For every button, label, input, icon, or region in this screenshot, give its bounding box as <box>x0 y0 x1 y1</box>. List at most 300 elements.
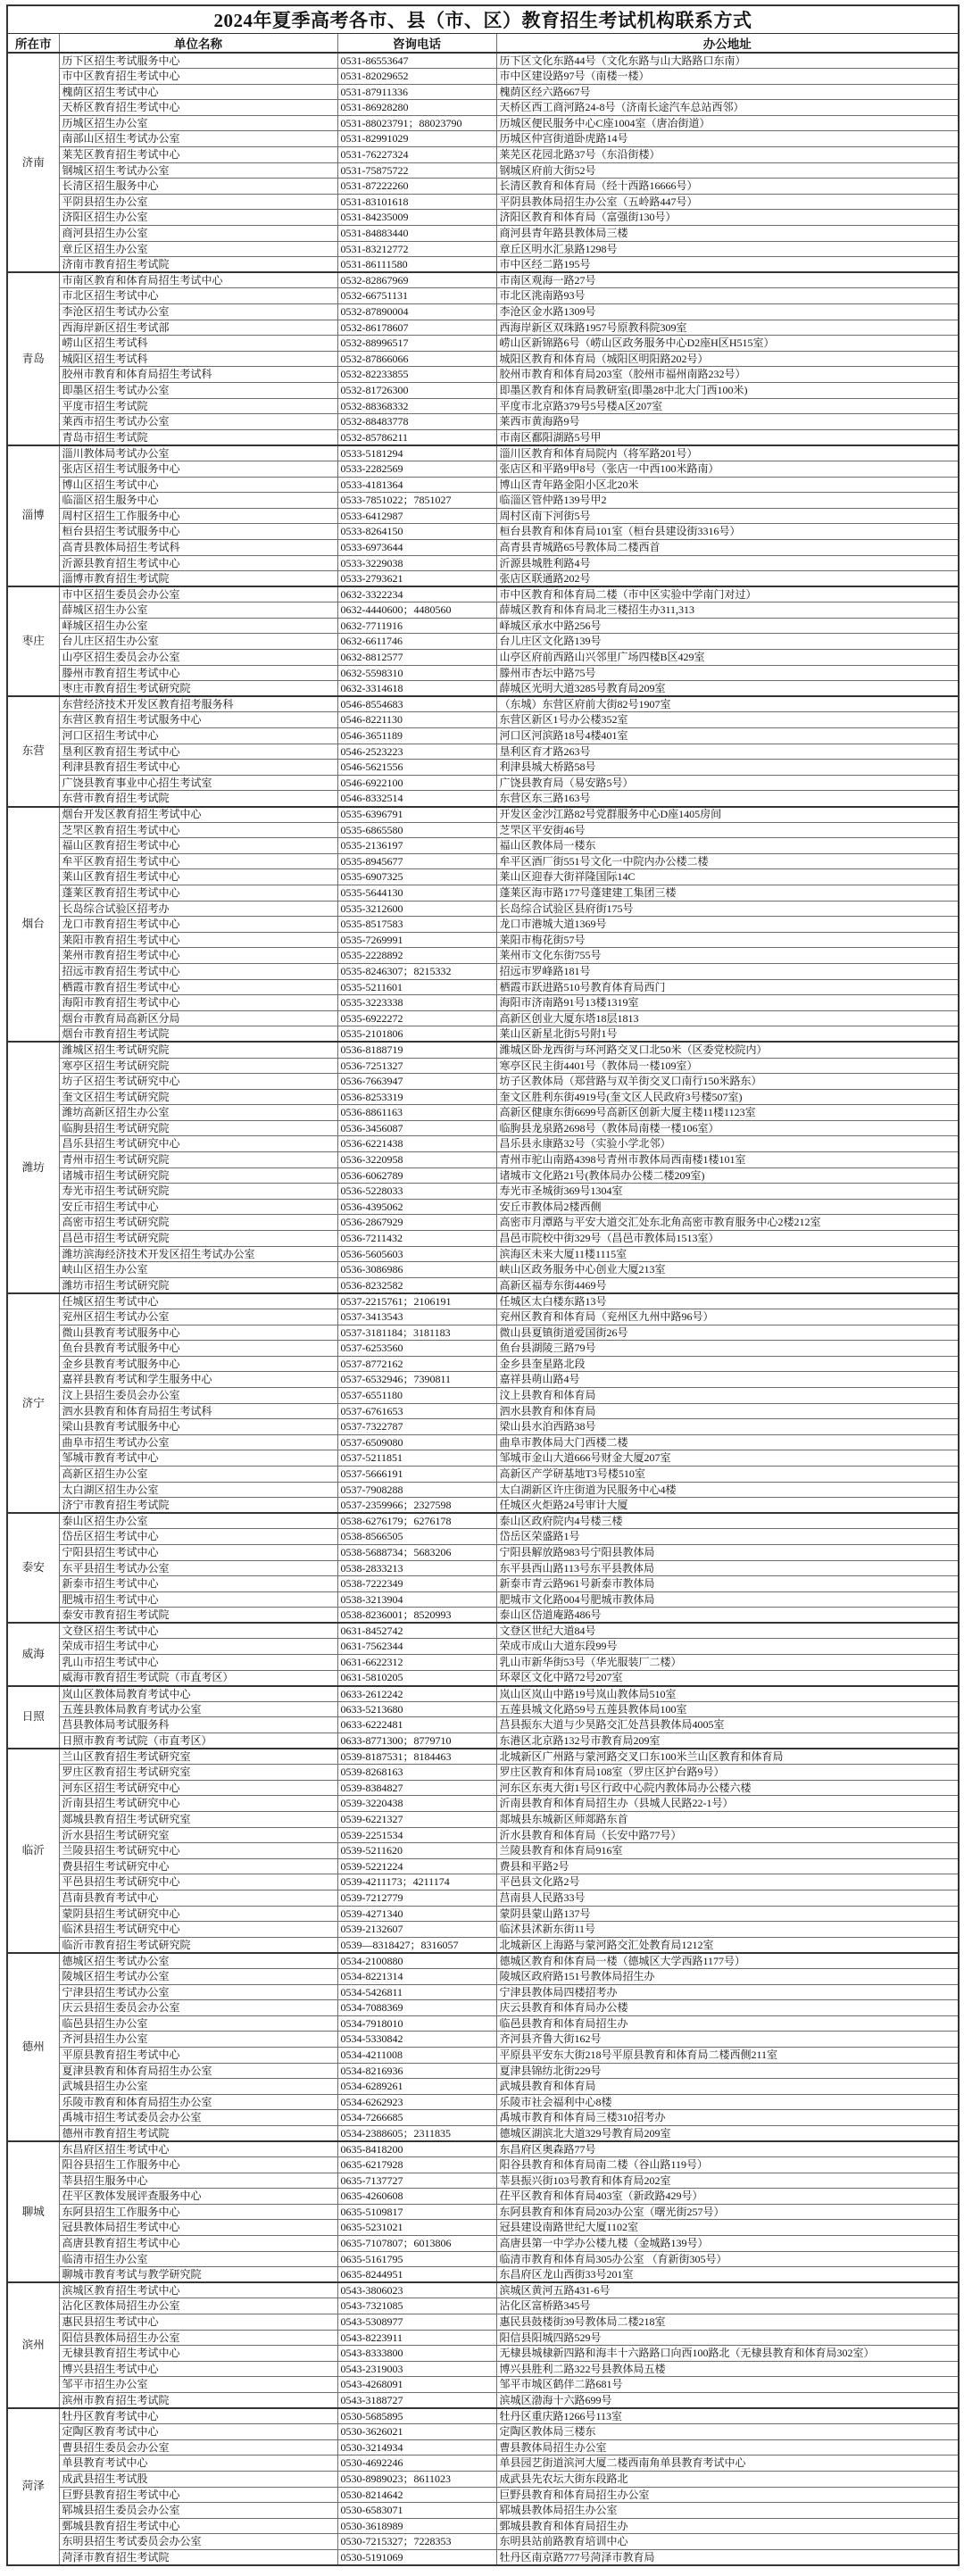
phone-cell: 0535-6865580 <box>337 822 496 838</box>
address-cell: 河东区东夷大街1号区行政中心院内教体局办公楼六楼 <box>496 1780 959 1796</box>
unit-name-cell: 安丘市招生考试中心 <box>59 1199 337 1215</box>
unit-name-cell: 潍坊高新区招生办公室 <box>59 1105 337 1121</box>
address-cell: 即墨区教育和体育局教研室(即墨28中北大门西100米) <box>496 382 959 398</box>
table-row <box>7 2282 959 2298</box>
phone-cell: 0534-2388605；2311835 <box>337 2125 496 2141</box>
unit-name-cell: 成武县招生考试股 <box>59 2471 337 2487</box>
table-row <box>7 1262 959 1278</box>
address-cell: 莘县振兴街103号教育和体育局202室 <box>496 2173 959 2189</box>
phone-cell: 0534-2100880 <box>337 1953 496 1969</box>
table-row <box>7 53 959 69</box>
phone-cell: 0533-5181294 <box>337 445 496 461</box>
unit-name-cell: 莱芜区教育招生考试中心 <box>59 147 337 163</box>
table-row <box>7 807 959 823</box>
phone-cell: 0539-8187531；8184463 <box>337 1749 496 1765</box>
table-row <box>7 1341 959 1357</box>
unit-name-cell: 无棣县教育招生考试中心 <box>59 2346 337 2362</box>
table-row <box>7 367 959 383</box>
table-row <box>7 1623 959 1639</box>
table-row <box>7 2204 959 2220</box>
phone-cell: 0536-7663947 <box>337 1074 496 1090</box>
address-cell: 寿光市圣城街369号1304室 <box>496 1184 959 1200</box>
address-cell: 德城区湖滨北大道329号教育局209室 <box>496 2125 959 2141</box>
address-cell: 章丘区明水汇泉路1298号 <box>496 241 959 257</box>
address-cell: 张店区和平路9甲8号（张店一中西100米路南） <box>496 461 959 477</box>
table-row <box>7 1168 959 1184</box>
address-cell: 长岛综合试验区县府街175号 <box>496 901 959 917</box>
phone-cell: 0543-3188727 <box>337 2392 496 2408</box>
table-row <box>7 1199 959 1215</box>
table-row <box>7 1387 959 1403</box>
phone-cell: 0536-5228033 <box>337 1184 496 1200</box>
address-cell: 荣成市成山大道东段99号 <box>496 1639 959 1655</box>
phone-cell: 0543-2319003 <box>337 2361 496 2377</box>
table-row <box>7 1403 959 1419</box>
address-cell: 任城区太白楼东路13号 <box>496 1293 959 1309</box>
address-cell: 东阿县教育和体育局203办公室（曙光街257号） <box>496 2204 959 2220</box>
table-row <box>7 1780 959 1796</box>
phone-cell: 0537-2359966；2327598 <box>337 1498 496 1514</box>
table-row <box>7 304 959 320</box>
unit-name-cell: 武城县招生办公室 <box>59 2079 337 2095</box>
address-cell: 文登区世纪大道84号 <box>496 1623 959 1639</box>
table-row <box>7 1293 959 1309</box>
unit-name-cell: 德城区招生考试办公室 <box>59 1953 337 1969</box>
city-cell: 威海 <box>7 1623 59 1685</box>
phone-cell: 0533-6973644 <box>337 539 496 555</box>
table-row <box>7 2141 959 2157</box>
table-row <box>7 1419 959 1435</box>
address-cell: 历城区便民服务中心C座1004室（唐冶街道） <box>496 115 959 131</box>
phone-cell: 0635-8244951 <box>337 2267 496 2283</box>
table-row <box>7 2157 959 2173</box>
phone-cell: 0539-6221327 <box>337 1812 496 1828</box>
city-cell: 济南 <box>7 53 59 272</box>
phone-cell: 0539-5221224 <box>337 1858 496 1874</box>
unit-name-cell: 东营区教育招生考试服务中心 <box>59 712 337 728</box>
city-group <box>7 1513 959 1623</box>
phone-cell: 0535-5644130 <box>337 885 496 901</box>
unit-name-cell: 兖州区招生考试办公室 <box>59 1309 337 1325</box>
table-row <box>7 2173 959 2189</box>
phone-cell: 0535-3212600 <box>337 901 496 917</box>
table-row <box>7 2314 959 2331</box>
address-cell: 历城区仲宫街道卧虎路14号 <box>496 131 959 147</box>
phone-cell: 0538-6276179；6276178 <box>337 1513 496 1529</box>
unit-name-cell: 东平县招生考试办公室 <box>59 1560 337 1576</box>
table-row <box>7 696 959 712</box>
address-cell: 沂水县教育和体育局（长安中路77号） <box>496 1827 959 1843</box>
unit-name-cell: 奎文区招生考试研究院 <box>59 1089 337 1105</box>
city-group <box>7 53 959 272</box>
table-row <box>7 508 959 524</box>
unit-name-cell: 临朐县招生考试研究院 <box>59 1120 337 1136</box>
address-cell: 环翠区文化中路72号207室 <box>496 1670 959 1686</box>
table-row <box>7 147 959 163</box>
address-cell: 齐河县齐鲁大街162号 <box>496 2032 959 2048</box>
address-cell: 市中区教育和体育局二楼（市中区实验中学南门对过） <box>496 586 959 602</box>
address-cell: 阳信县阳城四路529号 <box>496 2330 959 2346</box>
phone-cell: 0534-4211008 <box>337 2047 496 2063</box>
table-row <box>7 712 959 728</box>
address-cell: 曹县教体局招生办公室 <box>496 2439 959 2456</box>
table-row <box>7 1136 959 1152</box>
table-row <box>7 461 959 477</box>
unit-name-cell: 桓台县招生考试服务中心 <box>59 524 337 540</box>
unit-name-cell: 微山县教育考试服务中心 <box>59 1325 337 1341</box>
address-cell: 临邑县教育和体育局招生办 <box>496 2015 959 2032</box>
table-row <box>7 2251 959 2267</box>
table-row <box>7 2267 959 2283</box>
phone-cell: 0533-8264150 <box>337 524 496 540</box>
address-cell: 郓城县教体局招生办公室 <box>496 2503 959 2519</box>
phone-cell: 0536-3456087 <box>337 1120 496 1136</box>
unit-name-cell: 巨野县教育招生考试中心 <box>59 2487 337 2503</box>
phone-cell: 0536-3220958 <box>337 1152 496 1168</box>
address-cell: 兖州区教育和体育局（兖州区九州中路96号） <box>496 1309 959 1325</box>
unit-name-cell: 淄博市教育招生考试院 <box>59 571 337 587</box>
city-group <box>7 1293 959 1513</box>
address-cell: 长清区教育和体育局（经十西路16666号） <box>496 179 959 195</box>
unit-name-cell: 章丘区招生办公室 <box>59 241 337 257</box>
address-cell: 临朐县龙泉路2698号（教体局南楼一楼106室） <box>496 1120 959 1136</box>
phone-cell: 0635-5109817 <box>337 2204 496 2220</box>
column-header-unit: 单位名称 <box>59 34 337 54</box>
unit-name-cell: 阳信县教体局招生办公室 <box>59 2330 337 2346</box>
address-cell: 市中区建设路97号（南楼一楼） <box>496 69 959 85</box>
table-row <box>7 2549 959 2565</box>
phone-cell: 0631-7562344 <box>337 1639 496 1655</box>
address-cell: 芝罘区平安街46号 <box>496 822 959 838</box>
phone-cell: 0539-4211173；4211174 <box>337 1874 496 1890</box>
unit-name-cell: 单县教育考试中心 <box>59 2456 337 2472</box>
table-row <box>7 1591 959 1608</box>
table-row <box>7 1231 959 1247</box>
unit-name-cell: 广饶县教育事业中心招生考试室 <box>59 775 337 791</box>
phone-cell: 0531-82029652 <box>337 69 496 85</box>
phone-cell: 0536-8232582 <box>337 1277 496 1293</box>
address-cell: 青州市驼山南路4398号青州市教体局西南楼1楼101室 <box>496 1152 959 1168</box>
unit-name-cell: 临沭县招生考试研究中心 <box>59 1922 337 1938</box>
table-row <box>7 429 959 445</box>
address-cell: 北城新区上海路与蒙河路交汇处教育局1212室 <box>496 1937 959 1953</box>
address-cell: 陵城区政府路151号教体局招生办 <box>496 1968 959 1984</box>
table-row <box>7 2032 959 2048</box>
table-row <box>7 2408 959 2424</box>
address-cell: 李沧区金水路1309号 <box>496 304 959 320</box>
unit-name-cell: 泰山区招生办公室 <box>59 1513 337 1529</box>
unit-name-cell: 曹县招生委员会办公室 <box>59 2439 337 2456</box>
address-cell: 钢城区府前大街52号 <box>496 162 959 179</box>
city-group <box>7 1749 959 1953</box>
unit-name-cell: 聊城市教育考试与教学研究院 <box>59 2267 337 2283</box>
address-cell: 鱼台县湖陵三路79号 <box>496 1341 959 1357</box>
phone-cell: 0632-7711916 <box>337 618 496 634</box>
unit-name-cell: 龙口市教育招生考试中心 <box>59 917 337 933</box>
unit-name-cell: 蓬莱区教育招生考试中心 <box>59 885 337 901</box>
table-row <box>7 917 959 933</box>
phone-cell: 0635-8418200 <box>337 2141 496 2157</box>
phone-cell: 0531-86928280 <box>337 100 496 116</box>
address-cell: 新泰市青云路961号新泰市教体局 <box>496 1576 959 1592</box>
phone-cell: 0539-8384827 <box>337 1780 496 1796</box>
phone-cell: 0543-3806023 <box>337 2282 496 2298</box>
address-cell: 高唐县第一中学办公楼九楼（金城路139号） <box>496 2236 959 2252</box>
address-cell: 罗庄区教育和体育局108室（罗庄区护台路9号） <box>496 1765 959 1781</box>
table-row <box>7 493 959 509</box>
unit-name-cell: 招远市教育招生考试中心 <box>59 963 337 979</box>
city-cell: 菏泽 <box>7 2408 59 2565</box>
address-cell: 台儿庄区文化路139号 <box>496 634 959 650</box>
unit-name-cell: 乐陵市教育和体育局招生办公室 <box>59 2094 337 2110</box>
phone-cell: 0530-8214642 <box>337 2487 496 2503</box>
unit-name-cell: 海阳市教育招生考试中心 <box>59 995 337 1011</box>
unit-name-cell: 历下区招生考试服务中心 <box>59 53 337 69</box>
phone-cell: 0537-5211851 <box>337 1450 496 1467</box>
table-row <box>7 901 959 917</box>
address-cell: 蓬莱区海市路177号蓬建建工集团三楼 <box>496 885 959 901</box>
table-row <box>7 524 959 540</box>
table-row <box>7 1356 959 1372</box>
phone-cell: 0535-6922272 <box>337 1010 496 1026</box>
table-row <box>7 744 959 760</box>
unit-name-cell: 潍坊滨海经济技术开发区招生考试办公室 <box>59 1246 337 1262</box>
phone-cell: 0631-5810205 <box>337 1670 496 1686</box>
column-header-row <box>7 34 959 54</box>
unit-name-cell: 平邑县招生考试研究中心 <box>59 1874 337 1890</box>
unit-name-cell: 宁津县招生考试办公室 <box>59 1984 337 2000</box>
unit-name-cell: 临清市招生办公室 <box>59 2251 337 2267</box>
address-cell: 滕州市杏坛中路75号 <box>496 665 959 681</box>
unit-name-cell: 昌邑市招生考试研究院 <box>59 1231 337 1247</box>
table-row <box>7 1670 959 1686</box>
table-row <box>7 241 959 257</box>
address-cell: 平原县平安东大街218号平原县教育和体育局二楼西侧211室 <box>496 2047 959 2063</box>
phone-cell: 0635-5161795 <box>337 2251 496 2267</box>
unit-name-cell: 郯城县教育招生考试研究室 <box>59 1812 337 1828</box>
table-row <box>7 1372 959 1388</box>
phone-cell: 0532-88483778 <box>337 414 496 430</box>
title-row <box>7 5 959 34</box>
table-row <box>7 1152 959 1168</box>
unit-name-cell: 坊子区招生考试研究中心 <box>59 1074 337 1090</box>
unit-name-cell: 博山区招生考试中心 <box>59 477 337 493</box>
unit-name-cell: 泰安市教育招生考试院 <box>59 1608 337 1624</box>
phone-cell: 0532-88368332 <box>337 398 496 414</box>
address-cell: 西海岸新区双珠路1957号原教科院309室 <box>496 320 959 336</box>
phone-cell: 0531-84235009 <box>337 210 496 226</box>
phone-cell: 0546-3651189 <box>337 728 496 744</box>
table-row <box>7 1765 959 1781</box>
table-row <box>7 288 959 304</box>
table-row <box>7 210 959 226</box>
phone-cell: 0533-2282569 <box>337 461 496 477</box>
phone-cell: 0632-5598310 <box>337 665 496 681</box>
address-cell: 宁津县教体局四楼招考办 <box>496 1984 959 2000</box>
phone-cell: 0535-2136197 <box>337 838 496 854</box>
unit-name-cell: 胶州市教育和体育局招生考试科 <box>59 367 337 383</box>
table-row <box>7 1434 959 1450</box>
unit-name-cell: 青州市招生考试研究院 <box>59 1152 337 1168</box>
unit-name-cell: 长清区招生服务中心 <box>59 179 337 195</box>
phone-cell: 0531-83101618 <box>337 194 496 210</box>
unit-name-cell: 岚山区教体局教育考试中心 <box>59 1686 337 1702</box>
phone-cell: 0537-8772162 <box>337 1356 496 1372</box>
phone-cell: 0631-6622312 <box>337 1655 496 1671</box>
table-row <box>7 115 959 131</box>
city-cell: 日照 <box>7 1686 59 1749</box>
column-header-city: 所在市 <box>7 34 59 54</box>
unit-name-cell: 周村区招生工作服务中心 <box>59 508 337 524</box>
unit-name-cell: 滨州市教育招生考试院 <box>59 2392 337 2408</box>
address-cell: 崂山区新锦路6号（崂山区政务服务中心D2座H区H515室） <box>496 336 959 352</box>
phone-cell: 0531-83212772 <box>337 241 496 257</box>
table-row <box>7 885 959 901</box>
unit-name-cell: 滨城区教育招生考试中心 <box>59 2282 337 2298</box>
unit-name-cell: 肥城市招生考试中心 <box>59 1591 337 1608</box>
phone-cell: 0631-8452742 <box>337 1623 496 1639</box>
address-cell: 安丘市教体局2楼西侧 <box>496 1199 959 1215</box>
unit-name-cell: 槐荫区招生考试中心 <box>59 84 337 100</box>
phone-cell: 0633-6222481 <box>337 1717 496 1733</box>
phone-cell: 0543-8333800 <box>337 2346 496 2362</box>
unit-name-cell: 宁阳县招生考试中心 <box>59 1544 337 1560</box>
unit-name-cell: 莒南县教育考试中心 <box>59 1890 337 1906</box>
phone-cell: 0538-5688734；5683206 <box>337 1544 496 1560</box>
unit-name-cell: 东明县招生考试委员会办公室 <box>59 2534 337 2550</box>
unit-name-cell: 烟台市教育局高新区分局 <box>59 1010 337 1026</box>
address-cell: 莱西市黄海路9号 <box>496 414 959 430</box>
table-row <box>7 1042 959 1058</box>
address-cell: 费县和平路2号 <box>496 1858 959 1874</box>
address-cell: 邹城市金山大道666号财金大厦207室 <box>496 1450 959 1467</box>
city-cell: 济宁 <box>7 1293 59 1513</box>
city-group <box>7 445 959 586</box>
unit-name-cell: 沾化区教体局招生办公室 <box>59 2298 337 2314</box>
address-cell: 茌平区教育和体育局403室（新政路429号） <box>496 2189 959 2205</box>
phone-cell: 0546-8221130 <box>337 712 496 728</box>
phone-cell: 0535-2101806 <box>337 1026 496 1043</box>
phone-cell: 0530-3618989 <box>337 2518 496 2534</box>
city-group <box>7 807 959 1043</box>
address-cell: 市中区经二路195号 <box>496 257 959 273</box>
address-cell: 牟平区酒厂街551号文化一中院内办公楼二楼 <box>496 853 959 869</box>
unit-name-cell: 钢城区招生考试办公室 <box>59 162 337 179</box>
page-title: 2024年夏季高考各市、县（市、区）教育招生考试机构联系方式 <box>7 5 959 34</box>
phone-cell: 0535-6907325 <box>337 869 496 885</box>
address-cell: 无棣县城棣新四路和海丰十六路路口向西100路北（无棣县教育和体育局302室） <box>496 2346 959 2362</box>
address-cell: 东营区新区1号办公楼352室 <box>496 712 959 728</box>
unit-name-cell: 沂水县招生考试研究室 <box>59 1827 337 1843</box>
unit-name-cell: 乳山市招生考试中心 <box>59 1655 337 1671</box>
address-cell: 平度市北京路379号5号楼A区207室 <box>496 398 959 414</box>
unit-name-cell: 临邑县招生办公室 <box>59 2015 337 2032</box>
phone-cell: 0535-2228892 <box>337 948 496 964</box>
address-cell: 城阳区教育和体育局（城阳区明阳路202号） <box>496 351 959 367</box>
unit-name-cell: 烟台市教育招生考试院 <box>59 1026 337 1043</box>
table-row <box>7 2000 959 2016</box>
address-cell: 沾化区富桥路345号 <box>496 2298 959 2314</box>
unit-name-cell: 嘉祥县教育考试和学生服务中心 <box>59 1372 337 1388</box>
phone-cell: 0543-5308977 <box>337 2314 496 2331</box>
table-row <box>7 2015 959 2032</box>
unit-name-cell: 寒亭区招生考试研究院 <box>59 1058 337 1074</box>
phone-cell: 0632-3322234 <box>337 586 496 602</box>
phone-cell: 0539-2251534 <box>337 1827 496 1843</box>
phone-cell: 0537-6509080 <box>337 1434 496 1450</box>
table-row <box>7 131 959 147</box>
address-cell: 昌邑市院校中街329号（昌邑市教体局1513室） <box>496 1231 959 1247</box>
phone-cell: 0633-5213680 <box>337 1701 496 1717</box>
phone-cell: 0530-3214934 <box>337 2439 496 2456</box>
unit-name-cell: 牟平区教育招生考试中心 <box>59 853 337 869</box>
unit-name-cell: 鄄城县教育招生考试中心 <box>59 2518 337 2534</box>
address-cell: 昌乐县永康路32号（实验小学北邻） <box>496 1136 959 1152</box>
address-cell: 阳谷县教育和体育局南二楼（谷山路119号） <box>496 2157 959 2173</box>
table-row <box>7 1184 959 1200</box>
address-cell: 郯城县东城新区师郯路东首 <box>496 1812 959 1828</box>
address-cell: 寒亭区民主街4401号（教体局一楼109室） <box>496 1058 959 1074</box>
phone-cell: 0537-2215761；2106191 <box>337 1293 496 1309</box>
table-row <box>7 1827 959 1843</box>
table-row <box>7 2456 959 2472</box>
address-cell: 峡山区政务服务中心创业大厦213室 <box>496 1262 959 1278</box>
table-row <box>7 602 959 619</box>
address-cell: 临沭县沭新东街11号 <box>496 1922 959 1938</box>
city-cell: 临沂 <box>7 1749 59 1953</box>
phone-cell: 0533-3229038 <box>337 555 496 571</box>
phone-cell: 0546-5621556 <box>337 760 496 776</box>
address-cell: 市南区观海一路27号 <box>496 272 959 288</box>
table-row <box>7 1858 959 1874</box>
unit-name-cell: 博兴县招生考试中心 <box>59 2361 337 2377</box>
table-row <box>7 1010 959 1026</box>
unit-name-cell: 东昌府区招生考试中心 <box>59 2141 337 2157</box>
table-row <box>7 382 959 398</box>
address-cell: 胶州市教育和体育局203室（胶州市福州南路232号） <box>496 367 959 383</box>
table-row <box>7 2110 959 2126</box>
unit-name-cell: 兰陵县招生考试研究中心 <box>59 1843 337 1859</box>
address-cell: 德城区教育和体育局一楼（德城区大学西路1177号） <box>496 1953 959 1969</box>
table-row <box>7 650 959 666</box>
city-cell: 滨州 <box>7 2282 59 2408</box>
phone-cell: 0535-8945677 <box>337 853 496 869</box>
unit-name-cell: 夏津县教育和体育局招生办公室 <box>59 2063 337 2079</box>
phone-cell: 0536-8861163 <box>337 1105 496 1121</box>
phone-cell: 0530-5191069 <box>337 2549 496 2565</box>
unit-name-cell: 济阳区招生办公室 <box>59 210 337 226</box>
address-cell: 张店区联通路202号 <box>496 571 959 587</box>
unit-name-cell: 高唐县教育招生考试中心 <box>59 2236 337 2252</box>
unit-name-cell: 高青县教体局招生考试科 <box>59 539 337 555</box>
phone-cell: 0535-5211601 <box>337 979 496 995</box>
phone-cell: 0534-6262923 <box>337 2094 496 2110</box>
unit-name-cell: 天桥区教育招生考试中心 <box>59 100 337 116</box>
unit-name-cell: 牡丹区教育考试中心 <box>59 2408 337 2424</box>
unit-name-cell: 陵城区招生考试办公室 <box>59 1968 337 1984</box>
address-cell: 平阴县教体局招生办公室（五岭路447号） <box>496 194 959 210</box>
address-cell: 莒县振东大道与少昊路交汇处莒县教体局4005室 <box>496 1717 959 1733</box>
address-cell: 龙口市港城大道1369号 <box>496 917 959 933</box>
address-cell: 栖霞市跃进路510号教育体育局西门 <box>496 979 959 995</box>
address-cell: 北城新区广州路与蒙河路交叉口东100米兰山区教育和体育局 <box>496 1749 959 1765</box>
phone-cell: 0543-8223911 <box>337 2330 496 2346</box>
unit-name-cell: 莱州市教育招生考试中心 <box>59 948 337 964</box>
address-cell: 临清市教育和体育局305办公室 （育新街305号） <box>496 2251 959 2267</box>
address-cell: 薛城区光明大道3285号教育局209室 <box>496 681 959 697</box>
unit-name-cell: 峄城区招生办公室 <box>59 618 337 634</box>
address-cell: 峄城区承水中路256号 <box>496 618 959 634</box>
